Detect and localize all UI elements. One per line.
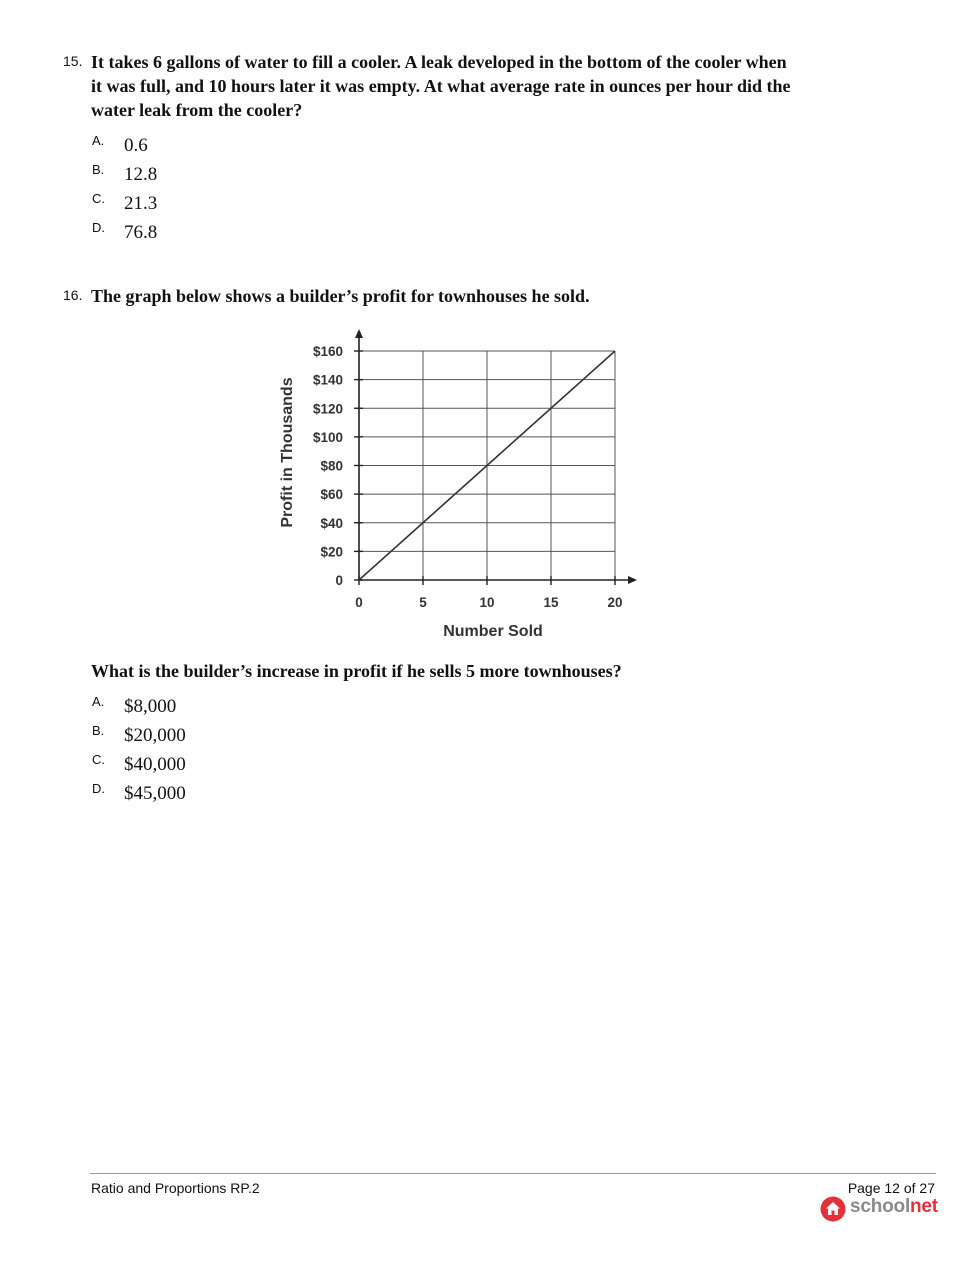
y-axis-arrow bbox=[355, 329, 363, 338]
footer-page-number: Page 12 of 27 bbox=[847, 1180, 935, 1196]
choice-letter: A. bbox=[92, 133, 105, 148]
question-15-number: 15. bbox=[63, 53, 83, 69]
choice-text: $40,000 bbox=[124, 754, 186, 775]
choice-text: $20,000 bbox=[124, 725, 186, 746]
choice-letter: A. bbox=[92, 694, 105, 709]
x-tick-label: 0 bbox=[355, 595, 363, 610]
footer-document-title: Ratio and Proportions RP.2 bbox=[91, 1180, 260, 1196]
choice-letter: D. bbox=[92, 220, 105, 235]
question-16-intro: The graph below shows a builder’s profit for townhouses he sold. bbox=[91, 286, 590, 306]
choice-text: 21.3 bbox=[124, 193, 158, 214]
y-axis-title: Profit in Thousands bbox=[279, 377, 296, 528]
y-tick-label: $120 bbox=[312, 401, 343, 417]
y-tick-label: $100 bbox=[312, 429, 343, 445]
choice-text: $8,000 bbox=[124, 696, 177, 717]
y-tick-label: $140 bbox=[312, 372, 343, 388]
footer-divider bbox=[90, 1173, 936, 1174]
choice-letter: C. bbox=[92, 191, 105, 206]
choice-text: $45,000 bbox=[124, 783, 186, 804]
choice-letter: B. bbox=[92, 162, 105, 177]
x-tick-label: 20 bbox=[607, 595, 623, 610]
question-15-line-2: it was full, and 10 hours later it was empty. At what average rate in ounces per hour did the bbox=[91, 76, 791, 96]
house-icon bbox=[820, 1196, 846, 1222]
profit-line-chart bbox=[270, 322, 650, 647]
question-16-text: What is the builder’s increase in profit if he sells 5 more townhouses? bbox=[91, 661, 622, 681]
x-axis-arrow bbox=[628, 576, 637, 584]
choice-letter: B. bbox=[92, 723, 105, 738]
y-tick-label: $160 bbox=[312, 344, 343, 359]
y-tick-label: $80 bbox=[320, 458, 343, 474]
chart-labels bbox=[279, 344, 623, 640]
choice-text: 76.8 bbox=[124, 222, 158, 243]
y-tick-label: $20 bbox=[320, 544, 343, 560]
y-tick-label: 0 bbox=[335, 573, 343, 588]
x-axis-title: Number Sold bbox=[443, 623, 543, 640]
question-16-number: 16. bbox=[63, 287, 83, 303]
choice-letter: C. bbox=[92, 752, 105, 767]
question-15-text bbox=[91, 50, 851, 122]
choice-text: 12.8 bbox=[124, 164, 158, 185]
y-tick-label: $40 bbox=[320, 515, 343, 531]
question-15-line-3: water leak from the cooler? bbox=[91, 100, 303, 120]
logo-wordmark: schoolnet bbox=[850, 1196, 938, 1217]
choice-text: 0.6 bbox=[124, 135, 148, 156]
question-15-line-1: It takes 6 gallons of water to fill a cooler. A leak developed in the bottom of the cooler when bbox=[91, 52, 787, 72]
x-tick-label: 5 bbox=[419, 595, 427, 610]
x-tick-label: 10 bbox=[479, 595, 495, 610]
y-tick-label: $60 bbox=[320, 487, 343, 503]
x-tick-label: 15 bbox=[543, 595, 559, 610]
choice-letter: D. bbox=[92, 781, 105, 796]
